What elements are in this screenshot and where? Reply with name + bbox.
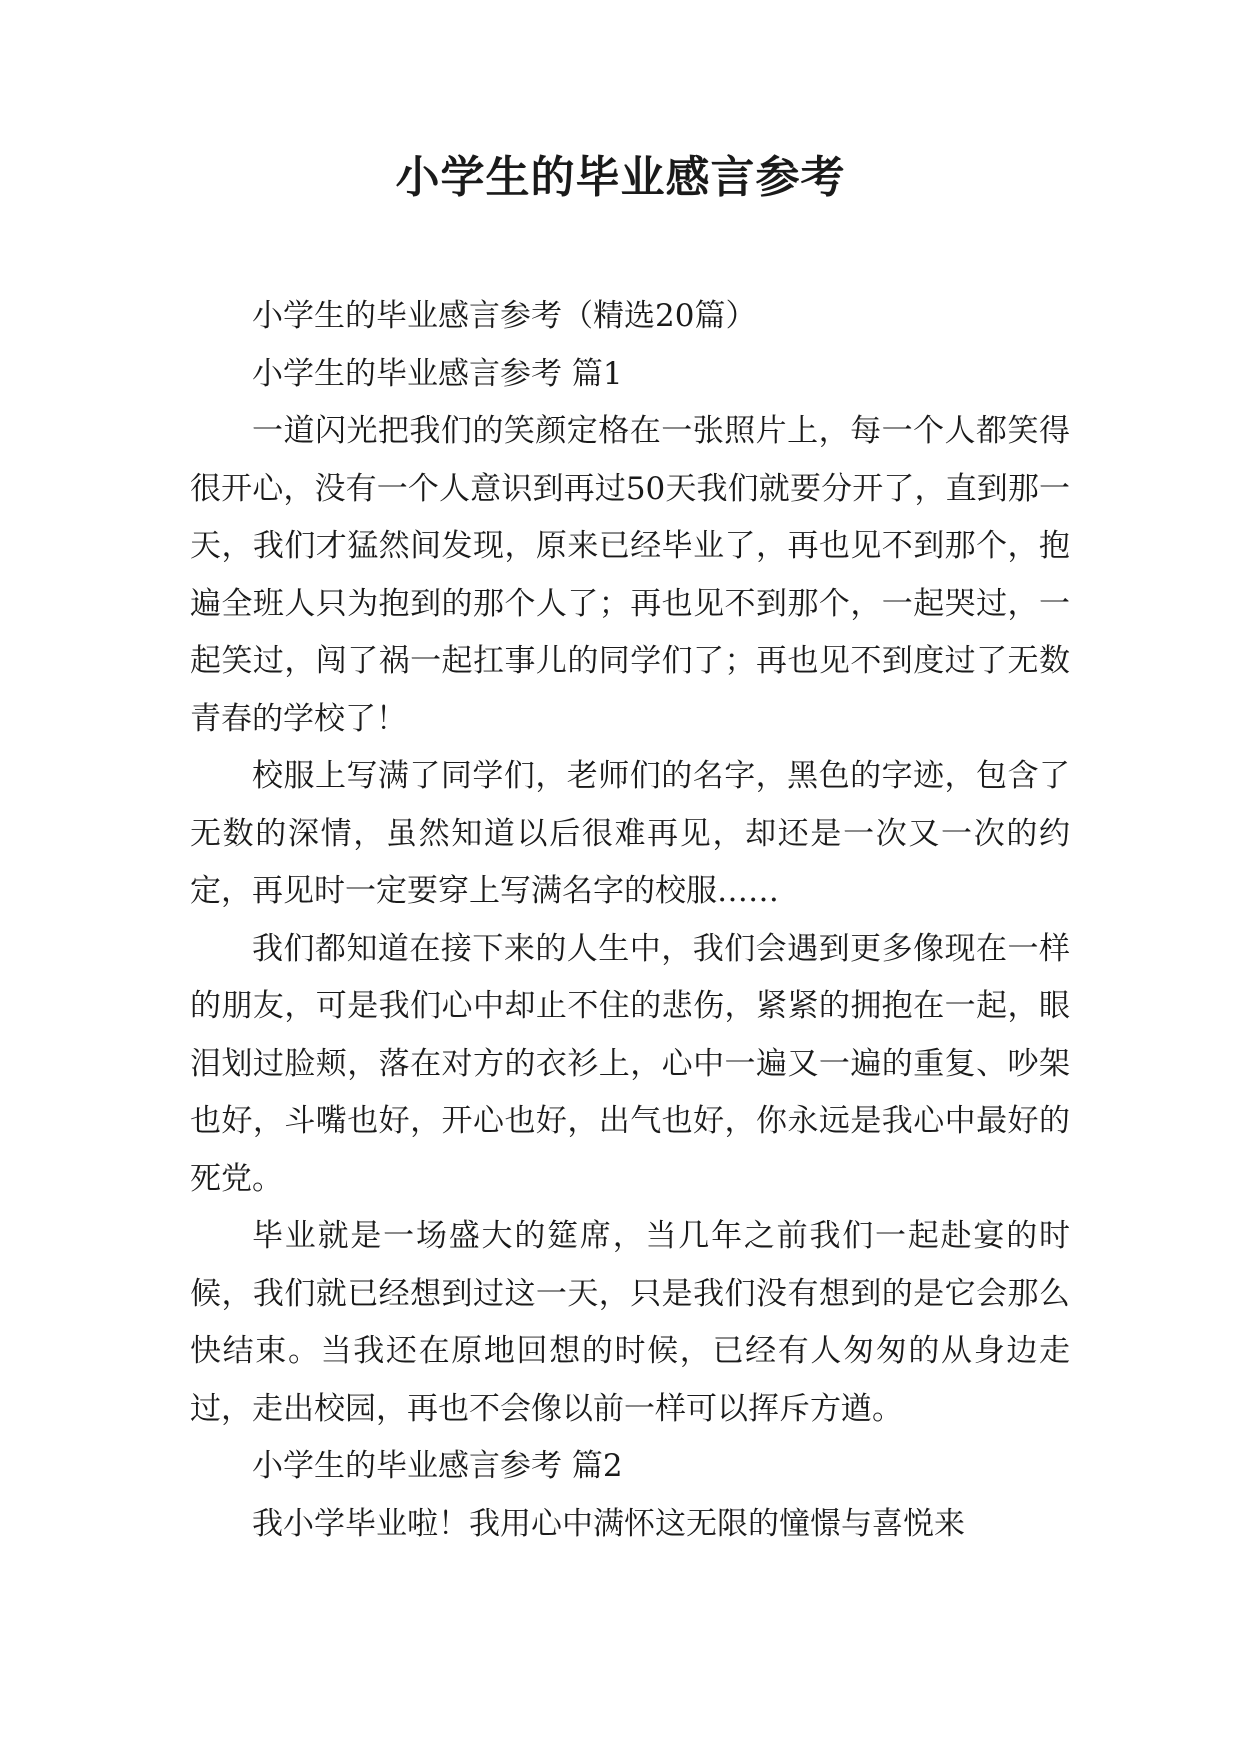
body-paragraph: 我小学毕业啦！我用心中满怀这无限的憧憬与喜悦来 xyxy=(252,1505,965,1542)
section-heading-2: 小学生的毕业感言参考 篇2 xyxy=(252,1448,623,1484)
body-paragraph: 校服上写满了同学们，老师们的名字，黑色的字迹，包含了无数的深情，虽然知道以后很难再见，却还是一次又一次的约定，再见时一定要穿上写满名字的校服…… xyxy=(190,758,1070,909)
document-body xyxy=(190,288,1070,1553)
section-heading-1: 小学生的毕业感言参考 篇1 xyxy=(252,355,623,392)
body-paragraph: 毕业就是一场盛大的筵席，当几年之前我们一起赴宴的时候，我们就已经想到过这一天，只是我们没有想到的是它会那么快结束。当我还在原地回想的时候，已经有人匆匆的从身边走过，走出校园，再也不会像以前一样可以挥斥方遒。 xyxy=(190,1218,1070,1427)
body-paragraph: 我们都知道在接下来的人生中，我们会遇到更多像现在一样的朋友，可是我们心中却止不住的悲伤，紧紧的拥抱在一起，眼泪划过脸颊，落在对方的衣衫上，心中一遍又一遍的重复、吵架也好，斗嘴也好，开心也好，出气也好，你永远是我心中最好的死党。 xyxy=(190,930,1070,1197)
document-title: 小学生的毕业感言参考 xyxy=(395,152,846,203)
collection-subtitle: 小学生的毕业感言参考（精选20篇） xyxy=(252,298,757,334)
body-paragraph: 一道闪光把我们的笑颜定格在一张照片上，每一个人都笑得很开心，没有一个人意识到再过50天我们就要分开了，直到那一天，我们才猛然间发现，原来已经毕业了，再也见不到那个，抱遍全班人只为抱到的那个人了；再也见不到那个，一起哭过，一起笑过，闯了祸一起扛事儿的同学们了；再也见不到度过了无数青春的学校了！ xyxy=(190,413,1070,737)
